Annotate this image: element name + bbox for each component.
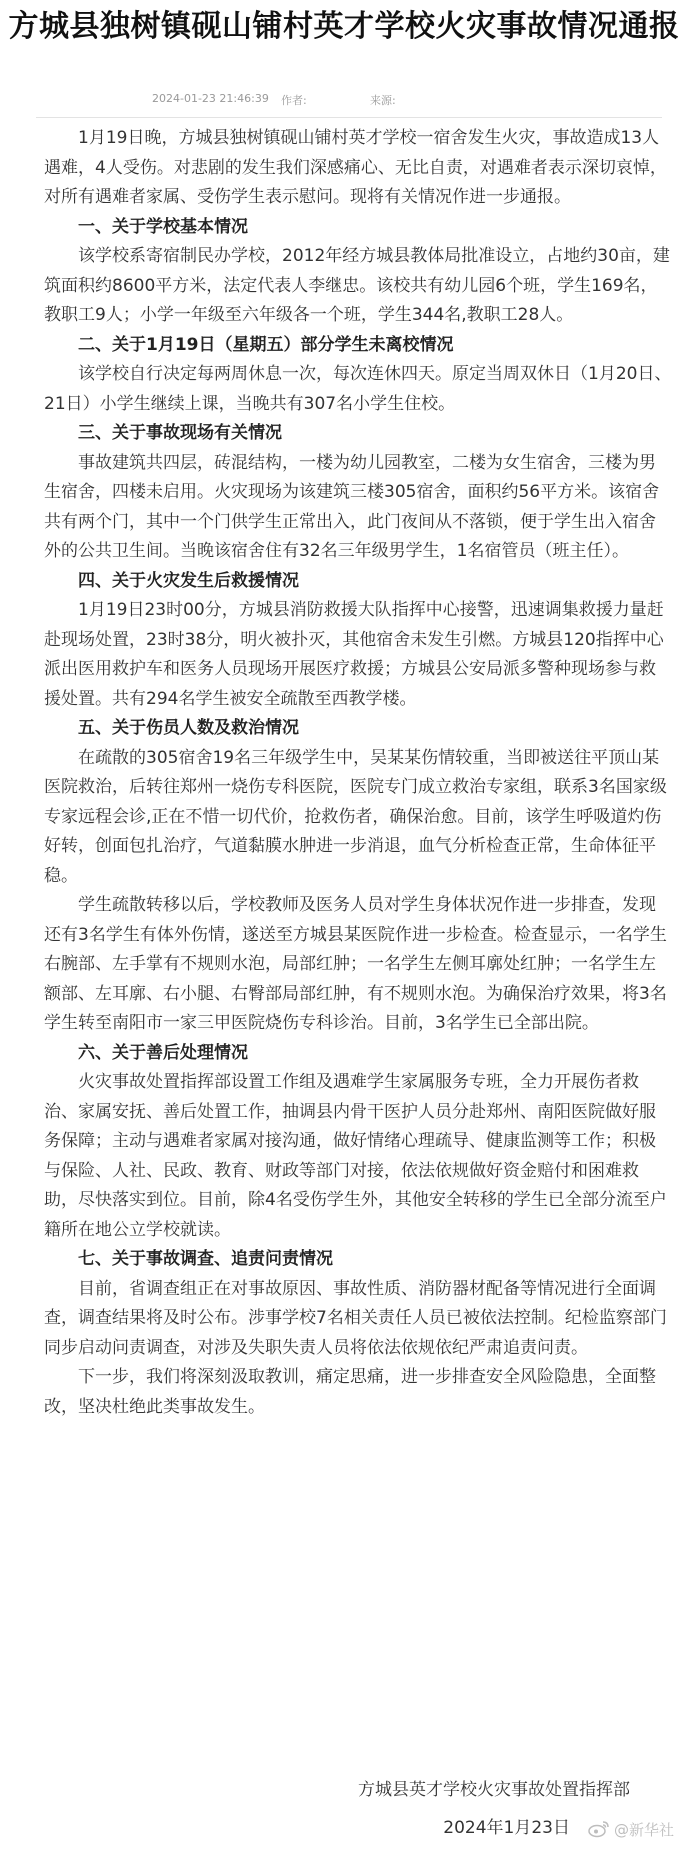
section-paragraph: 在疏散的305宿舍19名三年级学生中，吴某某伤情较重，当即被送往平顶山某医院救治，后转往郑州一烧伤专科医院，医院专门成立救治专家组，联系3名国家级专家远程会诊,正在不惜一切代价，抢救伤者，确保治愈。目前，该学生呼吸道灼伤好转，创面包扎治疗，气道黏膜水肿进一步消退，血气分析检查正常，生命体征平稳。 bbox=[44, 747, 667, 886]
issuer-signature: 方城县英才学校火灾事故处置指挥部 bbox=[358, 1780, 630, 1800]
watermark-text: @新华社 bbox=[613, 1820, 674, 1839]
section-heading: 一、关于学校基本情况 bbox=[78, 216, 248, 237]
publish-datetime: 2024-01-23 21:46:39 bbox=[152, 92, 269, 105]
section-paragraph: 事故建筑共四层，砖混结构，一楼为幼儿园教室，二楼为女生宿舍，三楼为男生宿舍，四楼未启用。火灾现场为该建筑三楼305宿舍，面积约56平方米。该宿舍共有两个门，其中一个门供学生正常出入，此门夜间从不落锁，便于学生出入宿舍外的公共卫生间。当晚该宿舍住有32名三年级男学生，1名宿管员（班主任）。 bbox=[44, 452, 660, 561]
source-watermark bbox=[588, 1818, 674, 1840]
section-heading: 四、关于火灾发生后救援情况 bbox=[78, 570, 299, 591]
article-meta bbox=[0, 92, 688, 112]
source-label: 来源: bbox=[370, 94, 396, 107]
section-heading: 七、关于事故调查、追责问责情况 bbox=[78, 1249, 333, 1269]
author-label: 作者: bbox=[281, 94, 307, 107]
section-paragraph: 该学校系寄宿制民办学校，2012年经方城县教体局批准设立，占地约30亩，建筑面积约8600平方米，法定代表人李继忠。该校共有幼儿园6个班，学生169名，教职工9人；小学一年级至六年级各一个班，学生344名,教职工28人。 bbox=[44, 246, 670, 325]
section-heading: 六、关于善后处理情况 bbox=[78, 1042, 248, 1063]
intro-paragraph: 1月19日晚，方城县独树镇砚山铺村英才学校一宿舍发生火灾，事故造成13人遇难，4人受伤。对悲剧的发生我们深感痛心、无比自责，对遇难者表示深切哀悼，对所有遇难者家属、受伤学生表示慰问。现将有关情况作进一步通报。 bbox=[44, 128, 667, 207]
section-paragraph: 1月19日23时00分，方城县消防救援大队指挥中心接警，迅速调集救援力量赶赴现场处置，23时38分，明火被扑灭，其他宿舍未发生引燃。方城县120指挥中心派出医用救护车和医务人员现场开展医疗救援；方城县公安局派多警种现场参与救援处置。共有294名学生被安全疏散至西教学楼。 bbox=[44, 600, 664, 709]
section-paragraph: 该学校自行决定每两周休息一次，每次连休四天。原定当周双休日（1月20日、21日）小学生继续上课，当晚共有307名小学生住校。 bbox=[44, 364, 672, 414]
header-divider bbox=[36, 117, 662, 118]
section-paragraph: 学生疏散转移以后，学校教师及医务人员对学生身体状况作进一步排查，发现还有3名学生有体外伤情，遂送至方城县某医院作进一步检查。检查显示，一名学生右腕部、左手掌有不规则水泡，局部红肿；一名学生左侧耳廓处红肿；一名学生左额部、左耳廓、右小腿、右臀部局部红肿，有不规则水泡。为确保治疗效果，将3名学生转至南阳市一家三甲医院烧伤专科诊治。目前，3名学生已全部出院。 bbox=[44, 895, 667, 1033]
issue-date: 2024年1月23日 bbox=[443, 1818, 570, 1838]
section-paragraph: 下一步，我们将深刻汲取教训，痛定思痛，进一步排查安全风险隐患，全面整改，坚决杜绝此类事故发生。 bbox=[44, 1367, 656, 1417]
article-body bbox=[44, 124, 672, 1422]
section-paragraph: 火灾事故处置指挥部设置工作组及遇难学生家属服务专班，全力开展伤者救治、家属安抚、善后处置工作，抽调县内骨干医护人员分赴郑州、南阳医院做好服务保障；主动与遇难者家属对接沟通，做好情绪心理疏导、健康监测等工作；积极与保险、人社、民政、教育、财政等部门对接，依法依规做好资金赔付和困难救助，尽快落实到位。目前，除4名受伤学生外，其他安全转移的学生已全部分流至户籍所在地公立学校就读。 bbox=[44, 1072, 667, 1240]
section-heading: 三、关于事故现场有关情况 bbox=[78, 423, 282, 443]
section-paragraph: 目前，省调查组正在对事故原因、事故性质、消防器材配备等情况进行全面调查，调查结果将及时公布。涉事学校7名相关责任人员已被依法控制。纪检监察部门同步启动问责调查，对涉及失职失责人员将依法依规依纪严肃追责问责。 bbox=[44, 1278, 667, 1358]
section-heading: 五、关于伤员人数及救治情况 bbox=[78, 718, 299, 738]
page-title: 方城县独树镇砚山铺村英才学校火灾事故情况通报 bbox=[8, 9, 680, 44]
section-heading: 二、关于1月19日（星期五）部分学生未离校情况 bbox=[78, 334, 454, 355]
weibo-logo-icon bbox=[588, 1820, 610, 1838]
